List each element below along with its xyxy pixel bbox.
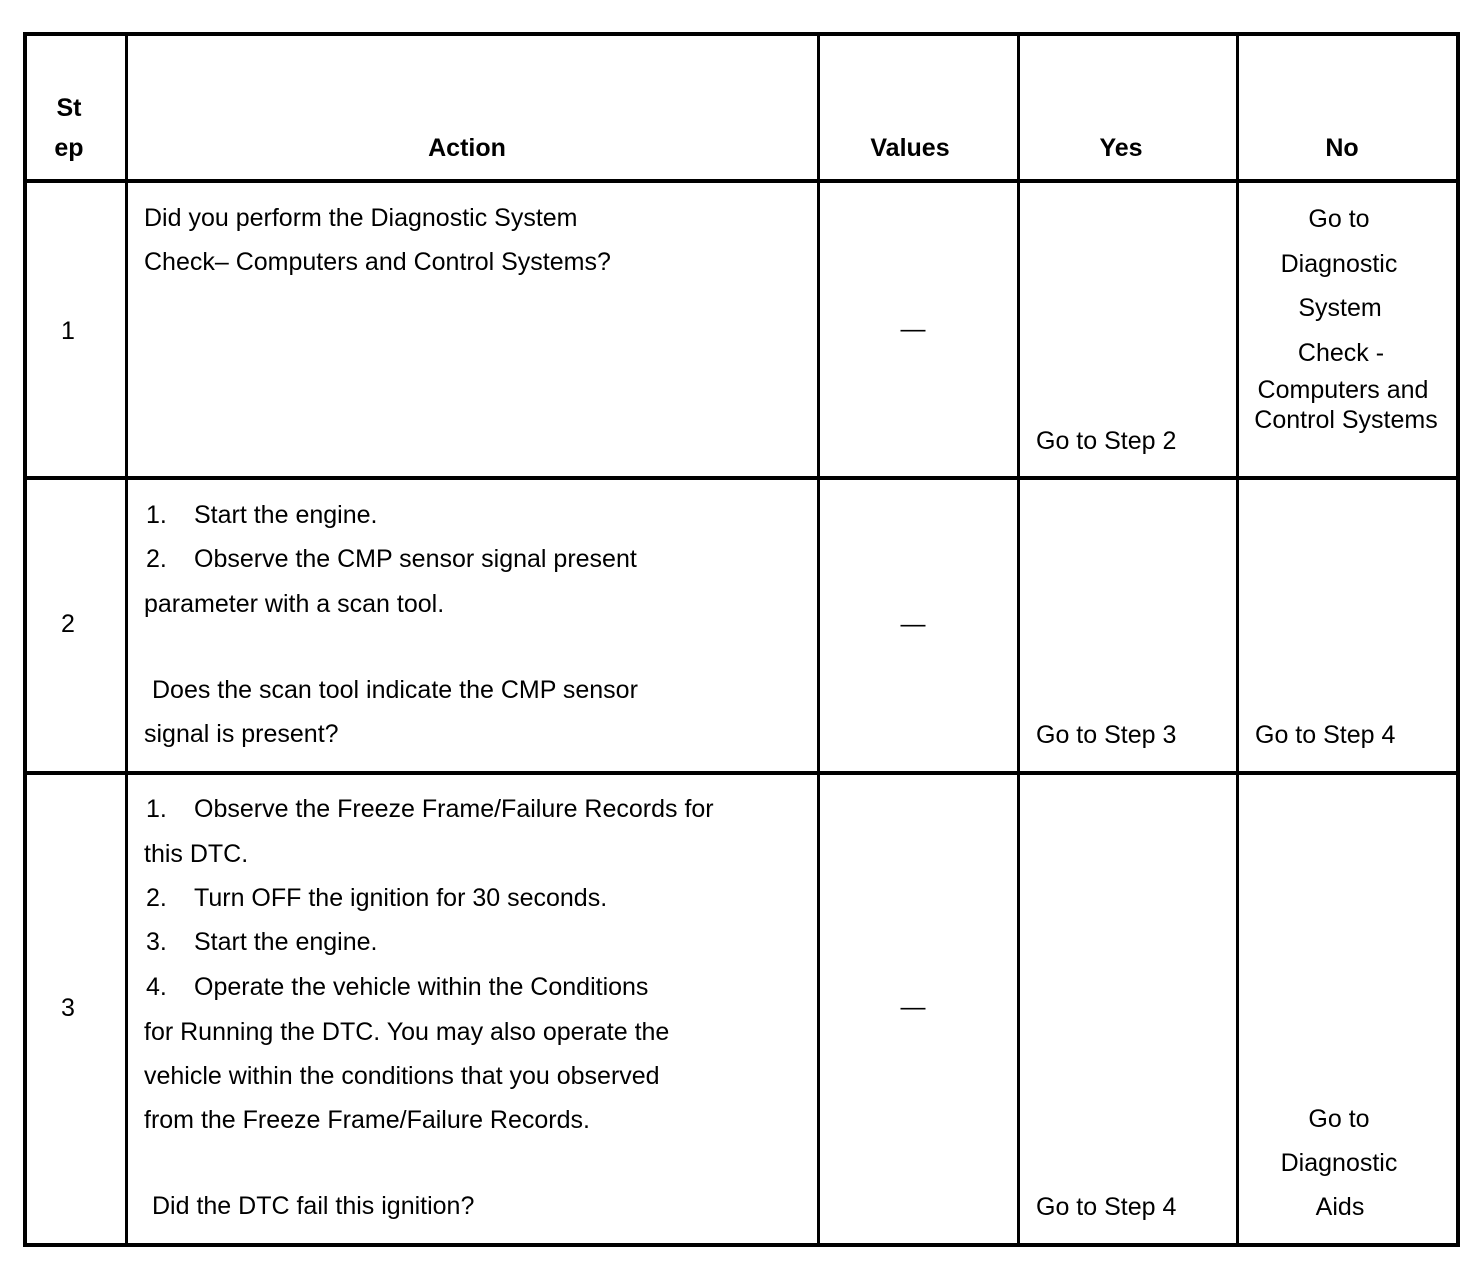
table-col-divider <box>125 32 128 1247</box>
row3-action-item <box>144 973 648 1002</box>
row2-values: — <box>900 610 926 638</box>
row1-action-line: Did you perform the Diagnostic System <box>144 204 578 232</box>
table-row-divider <box>23 771 1460 775</box>
row2-action-item <box>144 545 637 574</box>
table-row-divider <box>23 476 1460 480</box>
row2-action-item <box>144 501 377 530</box>
table-border-left <box>23 32 27 1247</box>
row3-action-line: from the Freeze Frame/Failure Records. <box>144 1106 590 1134</box>
row2-yes: Go to Step 3 <box>1036 721 1177 749</box>
row3-action-item <box>144 884 607 913</box>
row1-no-line: System <box>1298 294 1382 322</box>
row1-step: 1 <box>61 317 75 345</box>
item-text: Start the engine. <box>194 928 378 956</box>
row1-yes: Go to Step 2 <box>1036 427 1177 455</box>
row1-no-line: Diagnostic <box>1280 250 1398 278</box>
row3-action-item <box>144 795 714 824</box>
row3-values: — <box>900 993 926 1021</box>
item-number: 4. <box>146 973 167 1001</box>
row3-step: 3 <box>61 994 75 1022</box>
item-text: Observe the Freeze Frame/Failure Records for <box>194 795 714 823</box>
row2-action-line: parameter with a scan tool. <box>144 590 445 618</box>
row1-no-line: Control Systems <box>1254 406 1438 434</box>
row2-question-line: signal is present? <box>144 720 339 748</box>
row3-action-line: for Running the DTC. You may also operate the <box>144 1018 670 1046</box>
item-text: Turn OFF the ignition for 30 seconds. <box>194 884 608 912</box>
row1-action-line: Check– Computers and Control Systems? <box>144 248 611 276</box>
item-text: Start the engine. <box>194 501 378 529</box>
header-step-line2: ep <box>54 134 84 162</box>
row3-no-line: Aids <box>1315 1193 1365 1221</box>
row3-action-line: this DTC. <box>144 840 249 868</box>
header-values: Values <box>870 134 950 162</box>
row2-no: Go to Step 4 <box>1255 721 1396 749</box>
table-border-right <box>1456 32 1460 1247</box>
header-no: No <box>1325 134 1359 162</box>
row1-values: — <box>900 315 926 343</box>
table-row-divider <box>23 179 1460 183</box>
item-number: 2. <box>146 545 167 573</box>
header-step-line1: St <box>56 94 82 122</box>
row1-no-line: Go to <box>1308 205 1370 233</box>
row3-action-line: vehicle within the conditions that you observed <box>144 1062 660 1090</box>
table-col-divider <box>1017 32 1020 1247</box>
row2-step: 2 <box>61 610 75 638</box>
header-action: Action <box>428 134 506 162</box>
row3-question-line: Did the DTC fail this ignition? <box>152 1192 475 1220</box>
table-col-divider <box>817 32 820 1247</box>
header-yes: Yes <box>1099 134 1143 162</box>
table-col-divider <box>1236 32 1239 1247</box>
row3-yes: Go to Step 4 <box>1036 1193 1177 1221</box>
item-text: Observe the CMP sensor signal present <box>194 545 637 573</box>
table-border-top <box>23 32 1460 36</box>
row3-action-item <box>144 928 377 957</box>
row3-no-line: Diagnostic <box>1280 1149 1398 1177</box>
row3-no-line: Go to <box>1308 1105 1370 1133</box>
row2-question-line: Does the scan tool indicate the CMP sensor <box>152 676 638 704</box>
table-border-bottom <box>23 1243 1460 1247</box>
item-number: 1. <box>146 795 167 823</box>
item-number: 3. <box>146 928 167 956</box>
item-text: Operate the vehicle within the Conditions <box>194 973 649 1001</box>
row1-no-line: Computers and <box>1257 376 1429 404</box>
row1-no-line: Check - <box>1297 339 1385 367</box>
item-number: 1. <box>146 501 167 529</box>
item-number: 2. <box>146 884 167 912</box>
